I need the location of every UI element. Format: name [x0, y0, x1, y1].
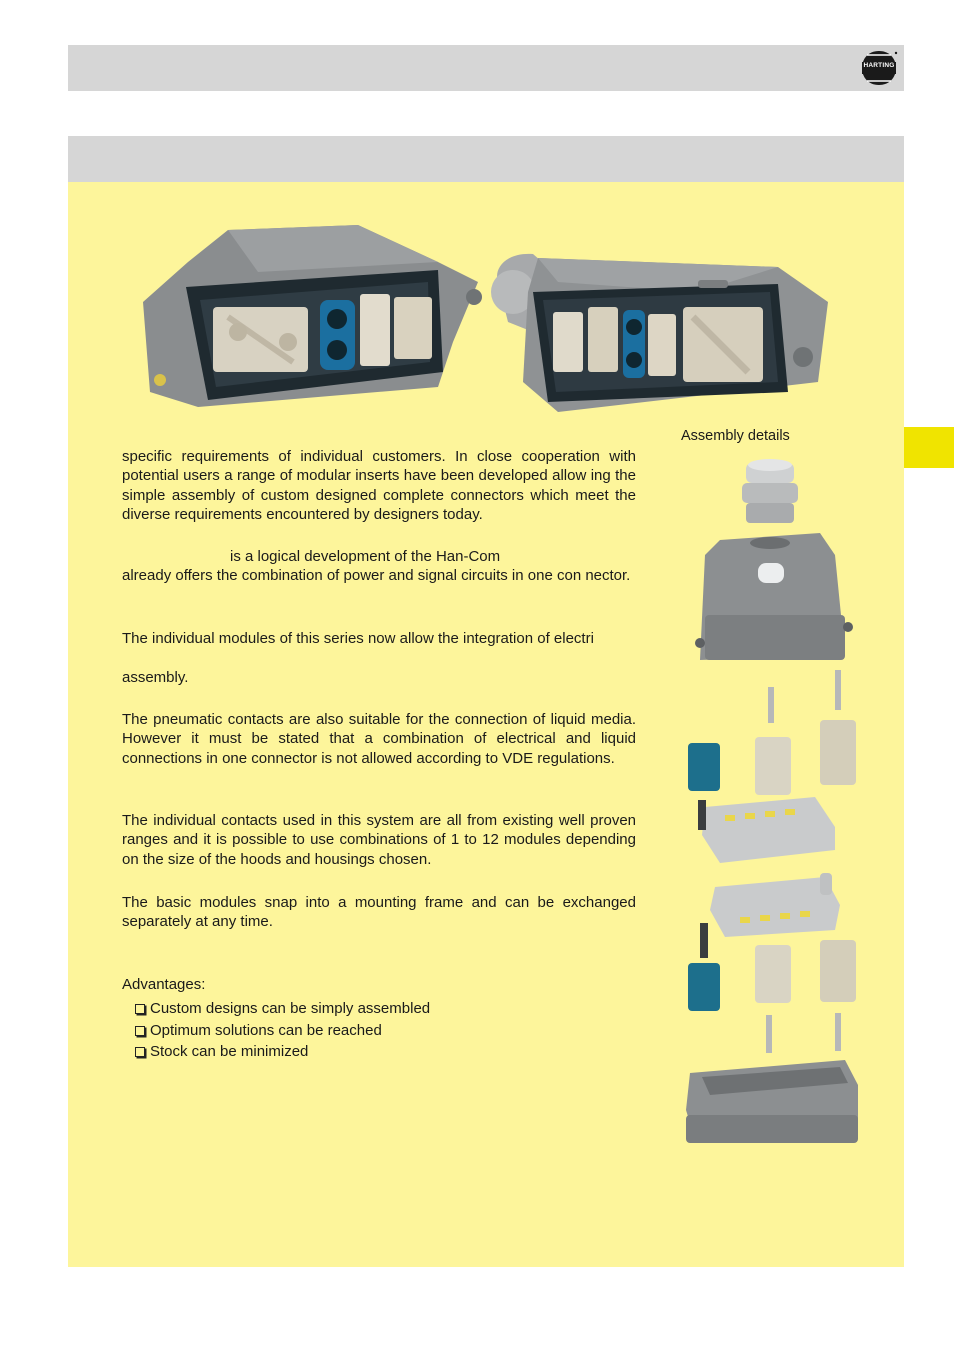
advantages-list — [135, 998, 430, 1063]
contact-pin — [835, 670, 841, 710]
harting-logo — [859, 49, 899, 87]
connector-photo — [138, 222, 838, 417]
module-insert — [755, 737, 791, 795]
paragraph-modules — [122, 629, 636, 687]
module-pneumatic — [688, 963, 720, 1011]
assembly-diagram — [680, 455, 870, 1155]
contact-pin — [768, 687, 774, 723]
paragraph-intro: specific requirements of individual customers. In close cooperation with potential users a range of modular inserts have been developed allow ing the simple assembly of custom designed complete connectors which meet the diverse requirements encountered by designers today. — [122, 448, 636, 523]
paragraph-contacts: The individual contacts used in this system are all from existing well proven ranges and it is possible to use combinations of 1 to 12 modules depending on the size of the hoods and housings chosen. — [122, 812, 636, 868]
paragraph-development-line1: is a logical development of the Han-Com — [230, 548, 501, 565]
module-insert — [820, 940, 856, 1002]
paragraph-development — [122, 547, 636, 586]
paragraph-development-line2: already offers the combination of power and signal circuits in one con nector. — [122, 567, 631, 585]
checkbox-icon — [135, 1026, 145, 1036]
paragraph-pneumatic: The pneumatic contacts are also suitable for the connection of liquid media. However it must be stated that a combination of electrical and liquid connections in one connector is not allowed according to VDE regulations. — [122, 711, 636, 767]
paragraph-modules-line2: assembly. — [122, 668, 189, 686]
advantage-item: Custom designs can be simply assembled — [135, 998, 430, 1020]
mounting-frame — [698, 797, 835, 863]
module-pneumatic — [688, 743, 720, 791]
header-bar — [68, 45, 904, 91]
checkbox-icon — [135, 1004, 145, 1014]
housing — [686, 1060, 858, 1143]
contact-pin — [766, 1015, 772, 1053]
paragraph-modules-line1: The individual modules of this series now allow the integration of electri — [122, 630, 594, 647]
right-connector — [491, 254, 828, 412]
advantages-title: Advantages: — [122, 976, 206, 993]
checkbox-icon — [135, 1047, 145, 1057]
cable-gland — [742, 459, 798, 523]
contact-pin — [835, 1013, 841, 1051]
logo-wordmark: HARTING — [863, 62, 895, 69]
left-connector — [143, 225, 482, 407]
title-bar — [68, 136, 904, 182]
module-insert — [755, 945, 791, 1003]
figure-caption: Assembly details — [681, 428, 790, 444]
module-insert — [820, 720, 856, 785]
paragraph-frame: The basic modules snap into a mounting frame and can be exchanged separately at any time. — [122, 894, 636, 931]
hood — [695, 533, 853, 660]
section-tab — [904, 427, 954, 468]
advantage-item: Optimum solutions can be reached — [135, 1020, 430, 1042]
advantage-item: Stock can be minimized — [135, 1041, 430, 1063]
